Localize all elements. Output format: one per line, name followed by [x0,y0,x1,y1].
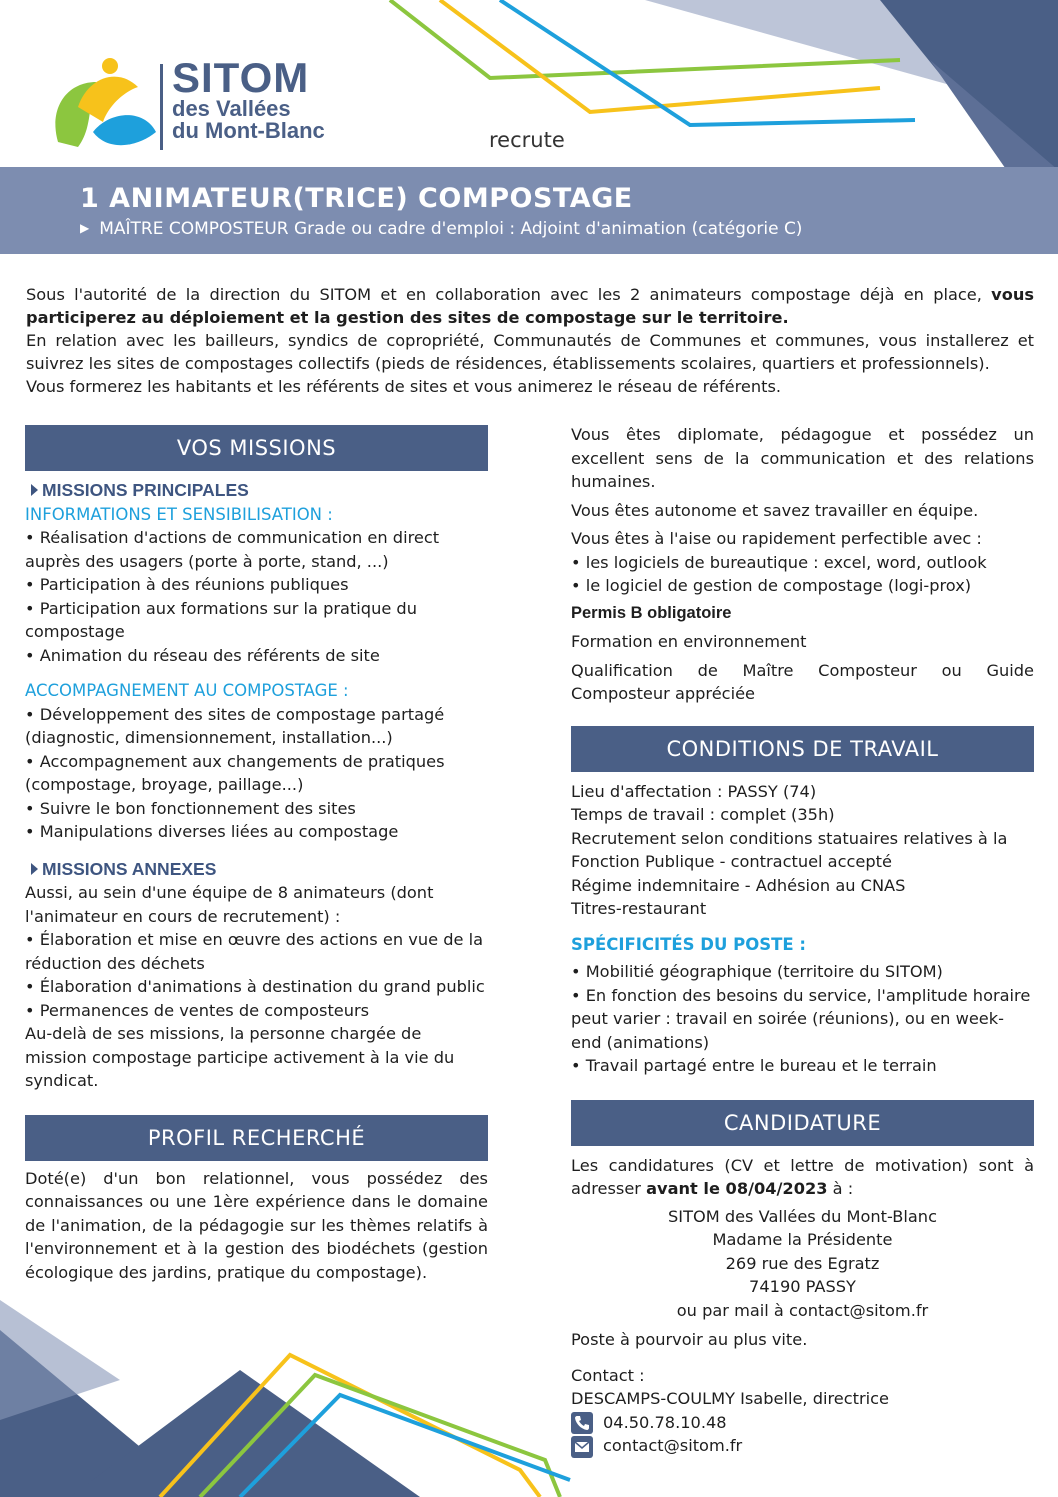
candidature-intro [571,1154,1034,1201]
contact-phone[interactable]: 04.50.78.10.48 [603,1412,727,1432]
permis: Permis B obligatoire [571,603,732,622]
address-line: 74190 PASSY [749,1277,856,1296]
profil-right-p2: Vous êtes autonome et savez travailler en équipe. [571,500,979,520]
candidature-deadline: avant le 08/04/2023 [646,1179,828,1198]
info-item: • Participation aux formations sur la pratique du compostage [25,598,417,641]
intro-p1 [26,283,1034,329]
missions-annexes-heading [25,858,488,882]
profil-right-item: • les logiciels de bureautique : excel, word, outlook [571,552,987,572]
candidature-intro-a: Les candidatures (CV et lettre de motivation) sont à adresser [571,1155,1034,1198]
annexes-item: • Élaboration et mise en œuvre des actions en vue de la réduction des déchets [25,930,483,973]
recrute-label: recrute [489,128,565,152]
conditions-line: Titres-restaurant [571,899,707,918]
logo-divider [160,64,163,150]
logo-text [172,54,325,143]
info-item: • Animation du réseau des référents de site [25,645,380,665]
left-column [25,425,488,1284]
conditions-line: Recrutement selon conditions statuaires relatives à la Fonction Publique - contractuel accepté [571,828,1008,871]
spec-item: • Mobilitié géographique (territoire du SITOM) [571,962,943,981]
profil-right-p3: Vous êtes à l'aise ou rapidement perfectible avec : [571,529,982,548]
accomp-item: • Suivre le bon fonctionnement des sites [25,798,356,818]
phone-icon [571,1412,593,1434]
accomp-item: • Manipulations diverses liées au compostage [25,822,399,841]
intro-p3: Vous formerez les habitants et les référents de sites et vous animerez le réseau de référents. [26,377,782,396]
annexes-item: • Permanences de ventes de composteurs [25,1000,370,1020]
profil-right-p1: Vous êtes diplomate, pédagogue et possédez un excellent sens de la communication et des relations humaines. [571,425,1034,491]
intro-p1b: vous participerez au déploiement et la gestion des sites de compostage sur le territoire. [26,285,1034,327]
job-subtitle-text: MAÎTRE COMPOSTEUR Grade ou cadre d'emploi : Adjoint d'animation (catégorie C) [99,219,803,239]
annexes-outro: Au-delà de ses missions, la personne chargée de mission compostage participe activement à la vie du syndicat. [25,1024,455,1090]
spec-title: SPÉCIFICITÉS DU POSTE : [571,934,807,954]
annexes-intro: Aussi, au sein d'une équipe de 8 animateurs (dont l'animateur en cours de recrutement) : [25,883,434,926]
logo-line3: du Mont-Blanc [172,118,325,143]
right-column [571,423,1034,1458]
contact-email-row [571,1434,1034,1458]
contact-email[interactable]: contact@sitom.fr [603,1436,743,1455]
candidature-intro-c: à : [827,1179,854,1198]
conditions-header: CONDITIONS DE TRAVAIL [571,726,1034,772]
address-line: SITOM des Vallées du Mont-Blanc [668,1206,937,1226]
contact-label: Contact : [571,1365,645,1385]
profil-header: PROFIL RECHERCHÉ [25,1115,488,1161]
triangle-icon [31,863,38,875]
missions-principales-text: MISSIONS PRINCIPALES [42,480,249,500]
info-item: • Participation à des réunions publiques [25,575,349,594]
conditions-line: Régime indemnitaire - Adhésion au CNAS [571,875,906,895]
conditions-list [571,780,1034,921]
profil-text: Doté(e) d'un bon relationnel, vous possédez des connaissances ou une 1ère expérience dans le domaine de l'animation, de la pédagogie sur les thèmes relatifs à l'environnement et à la gestion des biodéchets (gestion écologique des jardins, pratique du compostage). [25,1168,488,1282]
triangle-icon [31,484,38,496]
conditions-line: Lieu d'affectation : PASSY (74) [571,781,817,801]
profil-right-item: • le logiciel de gestion de compostage (logi-prox) [571,576,972,595]
info-title: INFORMATIONS ET SENSIBILISATION : [25,504,333,524]
conditions-line: Temps de travail : complet (35h) [571,805,835,824]
annexes-item: • Élaboration d'animations à destination du grand public [25,977,485,996]
intro-p2: En relation avec les bailleurs, syndics de copropriété, Communautés de Communes et communes, vous installerez et suivrez les sites de compostages collectifs (pieds de résidences, établissements scolaires, quartiers et professionnels). [26,331,1034,373]
spec-item: • En fonction des besoins du service, l'amplitude horaire peut varier : travail en soirée (réunions), ou en week-end (animations) [571,985,1031,1052]
missions-annexes-text: MISSIONS ANNEXES [42,858,217,879]
job-title: 1 ANIMATEUR(TRICE) COMPOSTAGE [80,183,633,214]
address-line: ou par mail à contact@sitom.fr [676,1300,929,1320]
candidature-header: CANDIDATURE [571,1100,1034,1146]
accomp-item: • Développement des sites de compostage partagé (diagnostic, dimensionnement, installation...) [25,704,445,747]
logo-name: SITOM [172,54,310,101]
job-subtitle [80,219,802,239]
formation: Formation en environnement [571,632,807,651]
contact-name: DESCAMPS-COULMY Isabelle, directrice [571,1389,889,1408]
triangle-icon: ▶ [80,221,90,235]
envelope-icon [571,1436,593,1458]
spec-item: • Travail partagé entre le bureau et le terrain [571,1056,937,1075]
missions-header: VOS MISSIONS [25,425,488,471]
sitom-logo-icon [48,52,160,156]
address-line: 269 rue des Egratz [725,1253,880,1273]
poste-text: Poste à pourvoir au plus vite. [571,1330,808,1349]
missions-principales-heading [25,479,488,503]
contact-phone-row [571,1411,1034,1435]
intro-text [26,283,1034,398]
info-item: • Réalisation d'actions de communication en direct auprès des usagers (porte à porte, stand, ...) [25,528,440,571]
address-line: Madame la Présidente [712,1230,893,1249]
qualification: Qualification de Maître Composteur ou Guide Composteur appréciée [571,660,1034,703]
candidature-address [571,1205,1034,1323]
title-banner [0,167,1058,254]
logo-line2: des Vallées [172,96,291,121]
accomp-title: ACCOMPAGNEMENT AU COMPOSTAGE : [25,681,349,700]
accomp-item: • Accompagnement aux changements de pratiques (compostage, broyage, paillage...) [25,751,445,794]
intro-p1a: Sous l'autorité de la direction du SITOM et en collaboration avec les 2 animateurs compostage déjà en place, [26,285,992,304]
